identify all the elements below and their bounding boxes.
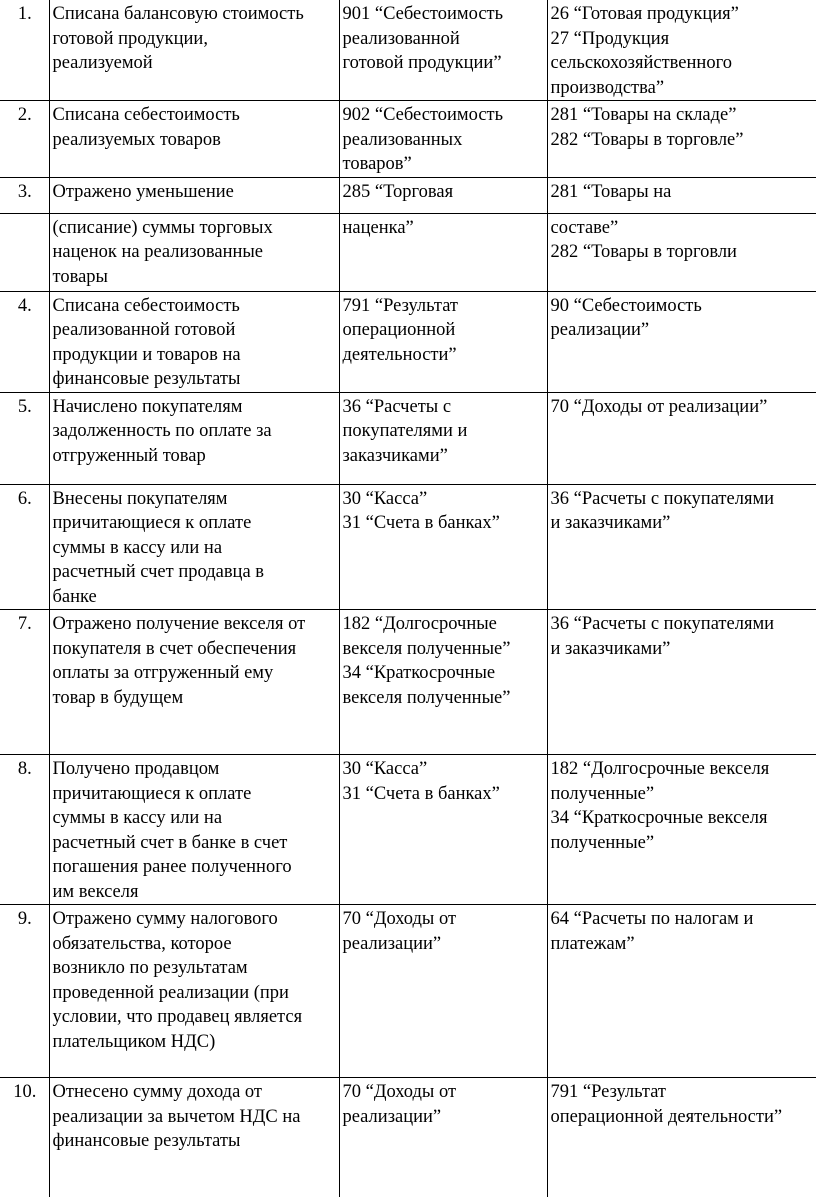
debit-cell: 902 “Себестоимость реализованных товаров” xyxy=(339,101,547,178)
row-number: 2. xyxy=(0,101,49,178)
row-number: 9. xyxy=(0,905,49,1078)
row-number: 1. xyxy=(0,0,49,101)
credit-cell: 70 “Доходы от реализации” xyxy=(547,392,816,484)
credit-cell: 281 “Товары на xyxy=(547,177,816,213)
row-number: 3. xyxy=(0,177,49,213)
row-number: 7. xyxy=(0,610,49,755)
table-row xyxy=(0,177,816,213)
operation-cell: Списана себестоимость реализованной готовой продукции и товаров на финансовые результаты xyxy=(49,291,339,392)
credit-cell: 791 “Результат операционной деятельности” xyxy=(547,1078,816,1197)
operation-cell: Списана себестоимость реализуемых товаров xyxy=(49,101,339,178)
row-number: 4. xyxy=(0,291,49,392)
debit-cell: 70 “Доходы от реализации” xyxy=(339,1078,547,1197)
debit-cell: 30 “Касса” 31 “Счета в банках” xyxy=(339,484,547,610)
table-row xyxy=(0,1078,816,1197)
table-row xyxy=(0,101,816,178)
operation-cell: (списание) суммы торговых наценок на реализованные товары xyxy=(49,213,339,291)
credit-cell: 182 “Долгосрочные векселя полученные” 34 “Краткосрочные векселя полученные” xyxy=(547,755,816,905)
row-number: 6. xyxy=(0,484,49,610)
credit-cell: 36 “Расчеты с покупателями и заказчиками” xyxy=(547,484,816,610)
table-row xyxy=(0,905,816,1078)
credit-cell: составе” 282 “Товары в торговли xyxy=(547,213,816,291)
table-row xyxy=(0,755,816,905)
row-number: 8. xyxy=(0,755,49,905)
debit-cell: 901 “Себестоимость реализованной готовой продукции” xyxy=(339,0,547,101)
operation-cell: Внесены покупателям причитающиеся к оплате суммы в кассу или на расчетный счет продавца в банке xyxy=(49,484,339,610)
table-row xyxy=(0,392,816,484)
operation-cell: Начислено покупателям задолженность по оплате за отгруженный товар xyxy=(49,392,339,484)
operation-cell: Отражено уменьшение xyxy=(49,177,339,213)
debit-cell: 791 “Результат операционной деятельности” xyxy=(339,291,547,392)
credit-cell: 26 “Готовая продукция” 27 “Продукция сельскохозяйственного производства” xyxy=(547,0,816,101)
debit-cell: 182 “Долгосрочные векселя полученные” 34 “Краткосрочные векселя полученные” xyxy=(339,610,547,755)
credit-cell: 90 “Себестоимость реализации” xyxy=(547,291,816,392)
table-row xyxy=(0,610,816,755)
row-number xyxy=(0,213,49,291)
credit-cell: 281 “Товары на складе” 282 “Товары в торговле” xyxy=(547,101,816,178)
table-row xyxy=(0,484,816,610)
operation-cell: Отнесено сумму дохода от реализации за вычетом НДС на финансовые результаты xyxy=(49,1078,339,1197)
debit-cell: 30 “Касса” 31 “Счета в банках” xyxy=(339,755,547,905)
operation-cell: Списана балансовую стоимость готовой продукции, реализуемой xyxy=(49,0,339,101)
operation-cell: Отражено получение векселя от покупателя в счет обеспечения оплаты за отгруженный ему товар в будущем xyxy=(49,610,339,755)
debit-cell: наценка” xyxy=(339,213,547,291)
credit-cell: 36 “Расчеты с покупателями и заказчиками” xyxy=(547,610,816,755)
table-row xyxy=(0,0,816,101)
table-row xyxy=(0,291,816,392)
debit-cell: 70 “Доходы от реализации” xyxy=(339,905,547,1078)
debit-cell: 36 “Расчеты с покупателями и заказчиками” xyxy=(339,392,547,484)
credit-cell: 64 “Расчеты по налогам и платежам” xyxy=(547,905,816,1078)
debit-cell: 285 “Торговая xyxy=(339,177,547,213)
row-number: 5. xyxy=(0,392,49,484)
operation-cell: Отражено сумму налогового обязательства, которое возникло по результатам проведенной реализации (при условии, что продавец является плательщиком НДС) xyxy=(49,905,339,1078)
operation-cell: Получено продавцом причитающиеся к оплате суммы в кассу или на расчетный счет в банке в счет погашения ранее полученного им векселя xyxy=(49,755,339,905)
row-number: 10. xyxy=(0,1078,49,1197)
table-row xyxy=(0,213,816,291)
